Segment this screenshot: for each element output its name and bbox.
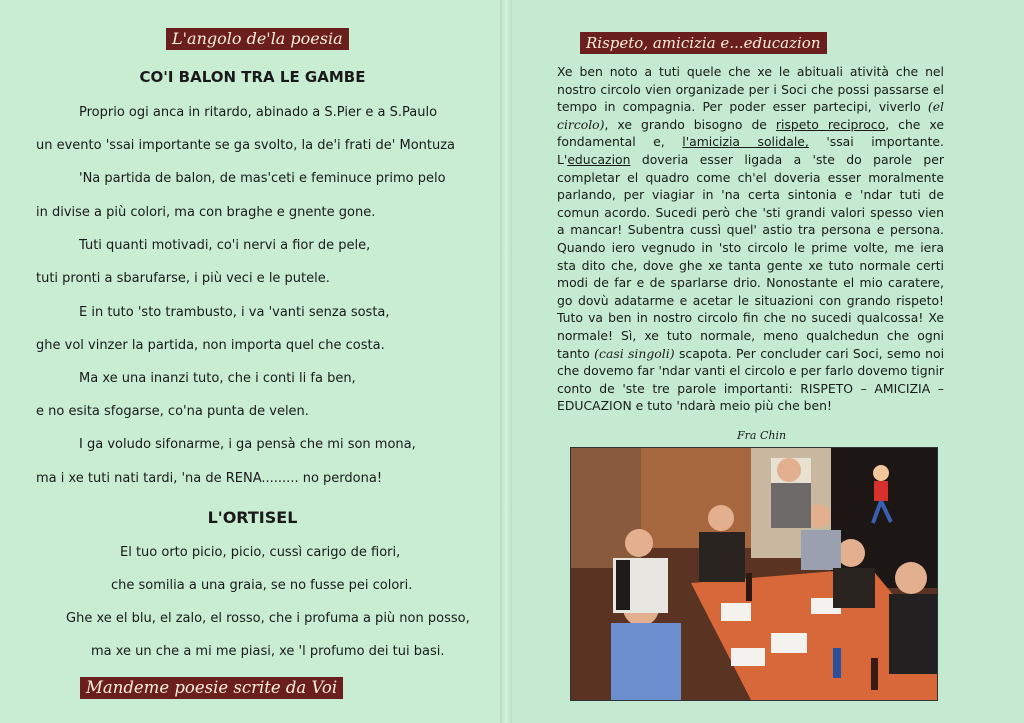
page-fold bbox=[500, 0, 512, 723]
poem-line: 'Na partida de balon, de mas'ceti e feminuce primo pelo bbox=[79, 171, 446, 186]
article-emphasis: (el circolo) bbox=[557, 99, 944, 132]
article-text: doveria esser ligada a 'ste do parole per completar el quadro come ch'el doveria esser moralmente parlando, per viagiar in 'na certa sintonia e 'ndar tuti de comun acordo. Sucedi però che 'sti grandi valori spesso vien a mancar! Subentra cussì quel' astio tra persona e persona. Quando iero vegnudo in 'sto circolo le prime volte, me iera sta dito che, dove ghe xe tanta gente xe tuto normale certi modi de far e de sparlarse drio. Nonostante el mio caratere, go dovù adatarme e acetar le situazioni con grando rispeto! Tuto va ben in nostro circolo fin che no sucedi qualcossa! Xe normale! Sì, xe tuto normale, meno qualchedun che ogni tanto bbox=[557, 151, 944, 361]
author-signature: Fra Chin bbox=[737, 429, 787, 442]
poem-line: El tuo orto picio, picio, cussì carigo de fiori, bbox=[120, 545, 401, 560]
article-underline: l'amicizia solidale, bbox=[682, 134, 809, 150]
poem-line: che somilia a una graia, se no fusse pei colori. bbox=[111, 578, 413, 593]
article-title-banner: Rispeto, amicizia e...educazion bbox=[580, 32, 827, 54]
article-underline: rispeto reciproco bbox=[775, 116, 886, 132]
group-photo bbox=[570, 447, 938, 701]
group-photo-illustration bbox=[571, 448, 937, 700]
poem-line: E in tuto 'sto trambusto, i va 'vanti senza sosta, bbox=[79, 305, 390, 320]
poem-line: ma xe un che a mi me piasi, xe 'l profumo dei tui basi. bbox=[91, 644, 445, 659]
poem-line: Ma xe una inanzi tuto, che i conti li fa ben, bbox=[79, 371, 356, 386]
poem-line: ghe vol vinzer la partida, non importa quel che costa. bbox=[36, 338, 385, 353]
poetry-corner-banner: L'angolo de'la poesia bbox=[166, 28, 349, 50]
poem-line: un evento 'ssai importante se ga svolto, la de'i frati de' Montuza bbox=[36, 138, 456, 153]
article-text: , xe grando bisogno de bbox=[604, 116, 776, 132]
poem-line: in divise a più colori, ma con braghe e gnente gone. bbox=[36, 205, 376, 220]
article-text: 'ssai importante. L' bbox=[557, 134, 944, 167]
poem-title-ortisel: L'ORTISEL bbox=[207, 508, 298, 527]
poem-title-co-i-balon: CO'I BALON TRA LE GAMBE bbox=[139, 68, 366, 86]
article-text: scapota. Per concluder cari Soci, semo noi che dovemo far 'ndar vanti el circolo e per farlo dovemo tignir conto de 'ste tre parole importanti: RISPETO – AMICIZIA – EDUCAZION e tuto 'ndarà meio più che ben! bbox=[557, 345, 945, 414]
article-emphasis: (casi singoli) bbox=[594, 345, 675, 361]
article-text: Xe ben noto a tuti quele che xe le abituali atività che nel nostro circolo vien organizade per i Soci che possi passarse el tempo in compagnia. Per poder esser partecipi, viverlo bbox=[557, 64, 944, 115]
poem-line: e no esita sfogarse, co'na punta de velen. bbox=[36, 404, 309, 419]
poem-line: Tuti quanti motivadi, co'i nervi a fior de pele, bbox=[79, 238, 371, 253]
poem-line: I ga voludo sifonarme, i ga pensà che mi son mona, bbox=[79, 437, 416, 452]
article-text: , che xe fondamental e, bbox=[557, 116, 944, 150]
poem-line: Ghe xe el blu, el zalo, el rosso, che i profuma a più non posso, bbox=[66, 611, 470, 626]
poem-line: tuti pronti a sbarufarse, i più veci e le putele. bbox=[36, 271, 330, 286]
submit-poems-banner: Mandeme poesie scrite da Voi bbox=[80, 677, 343, 699]
poem-line: ma i xe tuti nati tardi, 'na de RENA......... no perdona! bbox=[36, 471, 383, 486]
article-body bbox=[557, 63, 944, 415]
poem-line: Proprio ogi anca in ritardo, abinado a S.Pier e a S.Paulo bbox=[79, 105, 438, 120]
article-underline: educazion bbox=[567, 151, 631, 167]
